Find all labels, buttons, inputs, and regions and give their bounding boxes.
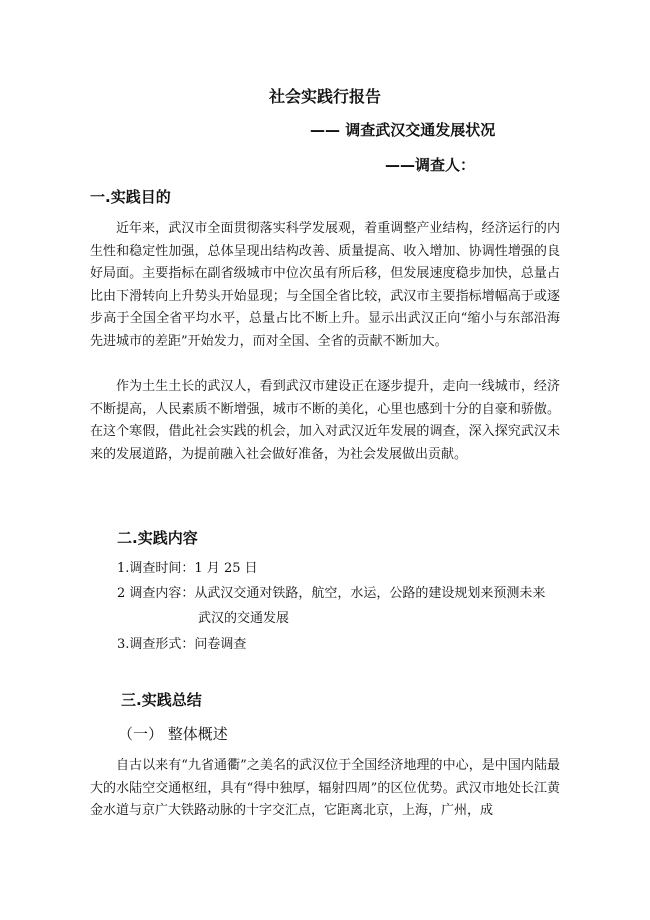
document-subtitle: —— 调查武汉交通发展状况 <box>310 121 496 139</box>
survey-time-item: 1.调查时间：1 月 25 日 <box>117 561 258 576</box>
section1-paragraph-2: 作为土生土长的武汉人，看到武汉市建设正在逐步提升，走向一线城市，经济不断提高，人民素质不断增强，城市不断的美化，心里也感到十分的自豪和骄傲。在这个寒假，借此社会实践的机会，加入对武汉近年发展的调查，深入探究武汉未来的发展道路，为提前融入社会做好准备，为社会发展做出贡献。 <box>90 379 560 462</box>
section1-paragraph-1: 近年来，武汉市全面贯彻落实科学发展观，着重调整产业结构，经济运行的内生性和稳定性加强，总体呈现出结构改善、质量提高、收入增加、协调性增强的良好局面。主要指标在副省级城市中位次虽有所后移，但发展速度稳步加快，总量占比由下滑转向上升势头开始显现；与全国全省比较，武汉市主要指标增幅高于或逐步高于全国全省平均水平，总量占比不断上升。显示出武汉正向“缩小与东部沿海先进城市的差距”开始发力，而对全国、全省的贡献不断加大。 <box>90 221 560 349</box>
investigator-line: ——调查人： <box>385 156 476 174</box>
survey-form-item: 3.调查形式：问卷调查 <box>117 637 247 652</box>
section3-heading: 三.实践总结 <box>121 691 202 709</box>
section3-paragraph: 自古以来有“九省通衢”之美名的武汉位于全国经济地理的中心，是中国内陆最大的水陆空交通枢纽，具有“得中独厚，辐射四周”的区位优势。武汉市地处长江黄金水道与京广大铁路动脉的十字交汇点，它距离北京，上海，广州，成 <box>90 758 560 818</box>
section2-heading: 二.实践内容 <box>117 529 198 547</box>
survey-content-item: 2 调查内容：从武汉交通对铁路，航空，水运，公路的建设规划来预测未来 <box>117 586 546 601</box>
section1-heading: 一.实践目的 <box>90 188 171 206</box>
section3-subheading: （一） 整体概述 <box>118 725 228 743</box>
document-title: 社会实践行报告 <box>268 87 381 106</box>
survey-content-item-continued: 武汉的交通发展 <box>198 611 290 626</box>
